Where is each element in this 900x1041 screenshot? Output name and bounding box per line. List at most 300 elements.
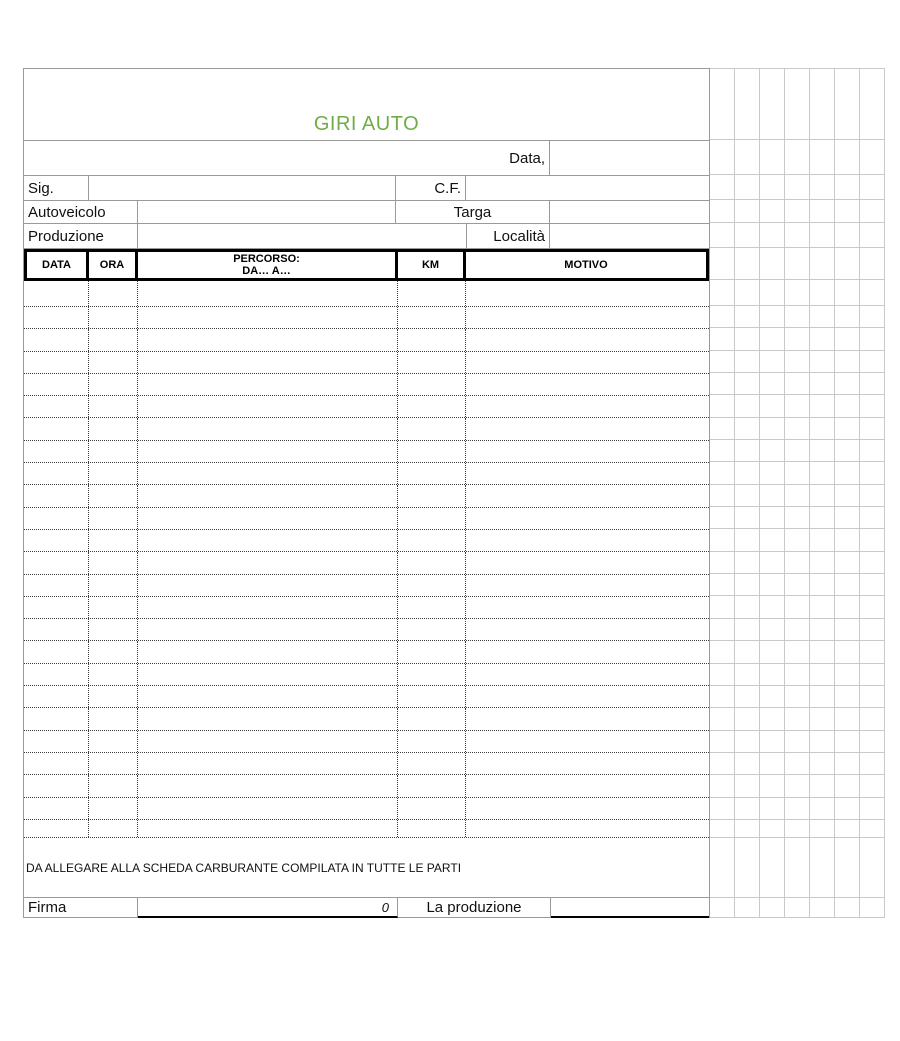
grid-cell[interactable]: [785, 641, 810, 663]
grid-cell[interactable]: [760, 574, 785, 596]
grid-cell[interactable]: [785, 507, 810, 529]
grid-cell[interactable]: [835, 351, 860, 373]
grid-cell[interactable]: [860, 686, 885, 708]
location-value-cell[interactable]: [550, 224, 709, 248]
grid-cell[interactable]: [835, 641, 860, 663]
empty-cell[interactable]: [398, 798, 466, 819]
empty-cell[interactable]: [398, 664, 466, 685]
empty-cell[interactable]: [138, 508, 398, 529]
empty-cell[interactable]: [398, 396, 466, 417]
grid-cell[interactable]: [735, 395, 760, 417]
grid-cell[interactable]: [760, 686, 785, 708]
grid-cell[interactable]: [810, 552, 835, 574]
empty-cell[interactable]: [398, 463, 466, 484]
empty-cell[interactable]: [24, 329, 89, 350]
empty-cell[interactable]: [89, 396, 138, 417]
empty-cell[interactable]: [138, 485, 398, 506]
empty-cell[interactable]: [138, 753, 398, 774]
empty-cell[interactable]: [89, 731, 138, 752]
grid-cell[interactable]: [860, 328, 885, 350]
grid-cell[interactable]: [760, 248, 785, 280]
empty-cell[interactable]: [24, 775, 89, 796]
grid-cell[interactable]: [760, 462, 785, 484]
empty-cell[interactable]: [89, 418, 138, 439]
grid-cell[interactable]: [760, 838, 785, 898]
empty-cell[interactable]: [466, 708, 709, 729]
grid-cell[interactable]: [785, 596, 810, 618]
empty-cell[interactable]: [24, 798, 89, 819]
grid-cell[interactable]: [710, 596, 735, 618]
grid-cell[interactable]: [735, 798, 760, 820]
grid-cell[interactable]: [785, 328, 810, 350]
empty-cell[interactable]: [398, 485, 466, 506]
grid-cell[interactable]: [735, 820, 760, 838]
grid-cell[interactable]: [735, 596, 760, 618]
grid-cell[interactable]: [785, 529, 810, 551]
production-value-cell[interactable]: [138, 224, 467, 248]
grid-cell[interactable]: [760, 351, 785, 373]
grid-cell[interactable]: [835, 898, 860, 918]
grid-cell[interactable]: [760, 418, 785, 440]
grid-cell[interactable]: [835, 820, 860, 838]
empty-cell[interactable]: [466, 374, 709, 395]
grid-cell[interactable]: [785, 708, 810, 730]
grid-cell[interactable]: [810, 641, 835, 663]
grid-cell[interactable]: [735, 898, 760, 918]
grid-cell[interactable]: [860, 708, 885, 730]
empty-cell[interactable]: [466, 552, 709, 573]
grid-cell[interactable]: [760, 820, 785, 838]
grid-cell[interactable]: [860, 223, 885, 248]
grid-cell[interactable]: [860, 395, 885, 417]
empty-cell[interactable]: [466, 530, 709, 551]
grid-cell[interactable]: [835, 753, 860, 775]
empty-cell[interactable]: [398, 307, 466, 328]
grid-cell[interactable]: [785, 552, 810, 574]
empty-cell[interactable]: [24, 597, 89, 618]
grid-cell[interactable]: [735, 753, 760, 775]
empty-cell[interactable]: [24, 731, 89, 752]
grid-cell[interactable]: [785, 140, 810, 175]
empty-cell[interactable]: [466, 775, 709, 796]
grid-cell[interactable]: [710, 68, 735, 140]
empty-cell[interactable]: [466, 418, 709, 439]
grid-cell[interactable]: [735, 351, 760, 373]
grid-cell[interactable]: [835, 596, 860, 618]
empty-cell[interactable]: [466, 686, 709, 707]
empty-cell[interactable]: [138, 530, 398, 551]
grid-cell[interactable]: [835, 200, 860, 223]
grid-cell[interactable]: [785, 462, 810, 484]
empty-cell[interactable]: [398, 329, 466, 350]
grid-cell[interactable]: [760, 306, 785, 328]
grid-cell[interactable]: [760, 731, 785, 753]
grid-cell[interactable]: [735, 507, 760, 529]
grid-cell[interactable]: [785, 838, 810, 898]
grid-cell[interactable]: [785, 395, 810, 417]
grid-cell[interactable]: [760, 373, 785, 395]
grid-cell[interactable]: [835, 328, 860, 350]
empty-cell[interactable]: [398, 352, 466, 373]
grid-cell[interactable]: [710, 395, 735, 417]
grid-cell[interactable]: [710, 328, 735, 350]
grid-cell[interactable]: [760, 641, 785, 663]
grid-cell[interactable]: [710, 574, 735, 596]
empty-cell[interactable]: [89, 619, 138, 640]
grid-cell[interactable]: [810, 280, 835, 306]
empty-cell[interactable]: [89, 374, 138, 395]
grid-cell[interactable]: [810, 248, 835, 280]
grid-cell[interactable]: [810, 418, 835, 440]
grid-cell[interactable]: [785, 619, 810, 641]
grid-cell[interactable]: [735, 552, 760, 574]
grid-cell[interactable]: [810, 485, 835, 507]
empty-cell[interactable]: [24, 575, 89, 596]
grid-cell[interactable]: [710, 440, 735, 462]
grid-cell[interactable]: [810, 328, 835, 350]
empty-cell[interactable]: [398, 441, 466, 462]
empty-cell[interactable]: [398, 731, 466, 752]
grid-cell[interactable]: [760, 440, 785, 462]
empty-cell[interactable]: [24, 708, 89, 729]
empty-cell[interactable]: [138, 798, 398, 819]
grid-cell[interactable]: [735, 686, 760, 708]
grid-cell[interactable]: [835, 280, 860, 306]
grid-cell[interactable]: [810, 596, 835, 618]
grid-cell[interactable]: [760, 328, 785, 350]
empty-cell[interactable]: [89, 775, 138, 796]
grid-cell[interactable]: [785, 306, 810, 328]
grid-cell[interactable]: [785, 280, 810, 306]
empty-cell[interactable]: [24, 352, 89, 373]
empty-cell[interactable]: [24, 374, 89, 395]
empty-cell[interactable]: [24, 441, 89, 462]
grid-cell[interactable]: [810, 306, 835, 328]
empty-cell[interactable]: [466, 329, 709, 350]
empty-cell[interactable]: [89, 441, 138, 462]
empty-cell[interactable]: [466, 575, 709, 596]
grid-cell[interactable]: [860, 820, 885, 838]
empty-cell[interactable]: [398, 530, 466, 551]
grid-cell[interactable]: [710, 462, 735, 484]
grid-cell[interactable]: [710, 619, 735, 641]
grid-cell[interactable]: [835, 306, 860, 328]
grid-cell[interactable]: [710, 507, 735, 529]
grid-cell[interactable]: [860, 775, 885, 797]
grid-cell[interactable]: [835, 373, 860, 395]
empty-cell[interactable]: [89, 463, 138, 484]
grid-cell[interactable]: [785, 664, 810, 686]
grid-cell[interactable]: [710, 731, 735, 753]
empty-cell[interactable]: [89, 352, 138, 373]
empty-cell[interactable]: [24, 396, 89, 417]
grid-cell[interactable]: [860, 306, 885, 328]
grid-cell[interactable]: [785, 753, 810, 775]
grid-cell[interactable]: [760, 753, 785, 775]
empty-cell[interactable]: [89, 281, 138, 306]
grid-cell[interactable]: [760, 619, 785, 641]
grid-cell[interactable]: [760, 552, 785, 574]
empty-cell[interactable]: [138, 418, 398, 439]
grid-cell[interactable]: [760, 596, 785, 618]
grid-cell[interactable]: [785, 248, 810, 280]
grid-cell[interactable]: [785, 223, 810, 248]
empty-cell[interactable]: [138, 552, 398, 573]
grid-cell[interactable]: [810, 686, 835, 708]
empty-cell[interactable]: [466, 307, 709, 328]
grid-cell[interactable]: [860, 552, 885, 574]
empty-cell[interactable]: [24, 307, 89, 328]
empty-cell[interactable]: [466, 463, 709, 484]
empty-cell[interactable]: [466, 731, 709, 752]
grid-cell[interactable]: [735, 462, 760, 484]
empty-cell[interactable]: [138, 575, 398, 596]
grid-cell[interactable]: [710, 820, 735, 838]
grid-cell[interactable]: [710, 641, 735, 663]
grid-cell[interactable]: [785, 175, 810, 200]
grid-cell[interactable]: [760, 507, 785, 529]
empty-cell[interactable]: [138, 441, 398, 462]
grid-cell[interactable]: [860, 507, 885, 529]
empty-cell[interactable]: [398, 374, 466, 395]
grid-cell[interactable]: [860, 596, 885, 618]
grid-cell[interactable]: [735, 838, 760, 898]
grid-cell[interactable]: [835, 68, 860, 140]
grid-cell[interactable]: [760, 529, 785, 551]
empty-cell[interactable]: [138, 329, 398, 350]
empty-cell[interactable]: [466, 820, 709, 837]
grid-cell[interactable]: [810, 619, 835, 641]
grid-cell[interactable]: [860, 351, 885, 373]
grid-cell[interactable]: [860, 664, 885, 686]
grid-cell[interactable]: [710, 306, 735, 328]
grid-cell[interactable]: [785, 775, 810, 797]
grid-cell[interactable]: [735, 574, 760, 596]
empty-cell[interactable]: [398, 775, 466, 796]
empty-cell[interactable]: [24, 552, 89, 573]
empty-cell[interactable]: [24, 753, 89, 774]
empty-cell[interactable]: [89, 329, 138, 350]
grid-cell[interactable]: [785, 898, 810, 918]
grid-cell[interactable]: [810, 664, 835, 686]
grid-cell[interactable]: [785, 418, 810, 440]
empty-cell[interactable]: [89, 307, 138, 328]
cf-value-cell[interactable]: [466, 176, 709, 200]
empty-cell[interactable]: [138, 775, 398, 796]
grid-cell[interactable]: [710, 280, 735, 306]
empty-cell[interactable]: [138, 281, 398, 306]
grid-cell[interactable]: [710, 686, 735, 708]
grid-cell[interactable]: [710, 373, 735, 395]
grid-cell[interactable]: [710, 708, 735, 730]
empty-cell[interactable]: [89, 508, 138, 529]
grid-cell[interactable]: [810, 529, 835, 551]
empty-cell[interactable]: [24, 619, 89, 640]
grid-cell[interactable]: [785, 440, 810, 462]
grid-cell[interactable]: [835, 619, 860, 641]
grid-cell[interactable]: [760, 485, 785, 507]
grid-cell[interactable]: [735, 175, 760, 200]
grid-cell[interactable]: [810, 507, 835, 529]
empty-cell[interactable]: [89, 753, 138, 774]
grid-cell[interactable]: [735, 248, 760, 280]
empty-cell[interactable]: [466, 798, 709, 819]
grid-cell[interactable]: [860, 440, 885, 462]
grid-cell[interactable]: [860, 731, 885, 753]
empty-cell[interactable]: [398, 575, 466, 596]
grid-cell[interactable]: [710, 485, 735, 507]
grid-cell[interactable]: [835, 507, 860, 529]
grid-cell[interactable]: [735, 731, 760, 753]
empty-cell[interactable]: [138, 374, 398, 395]
grid-cell[interactable]: [860, 248, 885, 280]
empty-cell[interactable]: [24, 530, 89, 551]
empty-cell[interactable]: [89, 820, 138, 837]
grid-cell[interactable]: [860, 838, 885, 898]
grid-cell[interactable]: [710, 175, 735, 200]
grid-cell[interactable]: [710, 223, 735, 248]
grid-cell[interactable]: [810, 753, 835, 775]
empty-cell[interactable]: [24, 281, 89, 306]
grid-cell[interactable]: [760, 175, 785, 200]
grid-cell[interactable]: [735, 619, 760, 641]
empty-cell[interactable]: [138, 641, 398, 662]
grid-cell[interactable]: [785, 820, 810, 838]
grid-cell[interactable]: [735, 223, 760, 248]
grid-cell[interactable]: [860, 280, 885, 306]
empty-cell[interactable]: [398, 597, 466, 618]
empty-cell[interactable]: [466, 597, 709, 618]
sig-value-cell[interactable]: [89, 176, 396, 200]
grid-cell[interactable]: [835, 248, 860, 280]
grid-cell[interactable]: [810, 68, 835, 140]
grid-cell[interactable]: [735, 200, 760, 223]
empty-cell[interactable]: [138, 352, 398, 373]
empty-cell[interactable]: [89, 664, 138, 685]
grid-cell[interactable]: [760, 664, 785, 686]
empty-cell[interactable]: [89, 798, 138, 819]
empty-cell[interactable]: [398, 552, 466, 573]
empty-cell[interactable]: [24, 686, 89, 707]
grid-cell[interactable]: [785, 798, 810, 820]
empty-cell[interactable]: [398, 508, 466, 529]
grid-cell[interactable]: [760, 140, 785, 175]
empty-cell[interactable]: [89, 708, 138, 729]
vehicle-value-cell[interactable]: [138, 201, 396, 223]
grid-cell[interactable]: [785, 686, 810, 708]
empty-cell[interactable]: [466, 441, 709, 462]
empty-cell[interactable]: [466, 508, 709, 529]
empty-cell[interactable]: [24, 664, 89, 685]
grid-cell[interactable]: [835, 574, 860, 596]
empty-cell[interactable]: [89, 485, 138, 506]
grid-cell[interactable]: [785, 731, 810, 753]
grid-cell[interactable]: [810, 373, 835, 395]
empty-cell[interactable]: [398, 418, 466, 439]
empty-cell[interactable]: [24, 508, 89, 529]
signature-field[interactable]: [138, 898, 398, 918]
grid-cell[interactable]: [785, 68, 810, 140]
grid-cell[interactable]: [760, 395, 785, 417]
grid-cell[interactable]: [735, 418, 760, 440]
grid-cell[interactable]: [785, 373, 810, 395]
grid-cell[interactable]: [785, 485, 810, 507]
grid-cell[interactable]: [860, 798, 885, 820]
empty-cell[interactable]: [466, 619, 709, 640]
grid-cell[interactable]: [810, 351, 835, 373]
grid-cell[interactable]: [835, 731, 860, 753]
grid-cell[interactable]: [760, 775, 785, 797]
grid-cell[interactable]: [710, 664, 735, 686]
empty-cell[interactable]: [398, 708, 466, 729]
grid-cell[interactable]: [760, 280, 785, 306]
grid-cell[interactable]: [810, 200, 835, 223]
empty-cell[interactable]: [24, 485, 89, 506]
grid-cell[interactable]: [735, 140, 760, 175]
grid-cell[interactable]: [710, 798, 735, 820]
empty-cell[interactable]: [466, 281, 709, 306]
grid-cell[interactable]: [810, 708, 835, 730]
grid-cell[interactable]: [860, 418, 885, 440]
empty-cell[interactable]: [138, 820, 398, 837]
grid-cell[interactable]: [835, 140, 860, 175]
empty-cell[interactable]: [398, 281, 466, 306]
grid-cell[interactable]: [735, 708, 760, 730]
empty-cell[interactable]: [398, 686, 466, 707]
grid-cell[interactable]: [835, 552, 860, 574]
empty-cell[interactable]: [24, 641, 89, 662]
empty-cell[interactable]: [89, 686, 138, 707]
grid-cell[interactable]: [710, 753, 735, 775]
grid-cell[interactable]: [760, 200, 785, 223]
grid-cell[interactable]: [710, 200, 735, 223]
empty-cell[interactable]: [89, 641, 138, 662]
grid-cell[interactable]: [860, 529, 885, 551]
empty-cell[interactable]: [89, 597, 138, 618]
grid-cell[interactable]: [860, 175, 885, 200]
empty-cell[interactable]: [138, 664, 398, 685]
grid-cell[interactable]: [710, 552, 735, 574]
grid-cell[interactable]: [835, 529, 860, 551]
grid-cell[interactable]: [860, 898, 885, 918]
grid-cell[interactable]: [710, 351, 735, 373]
grid-cell[interactable]: [785, 351, 810, 373]
empty-cell[interactable]: [138, 708, 398, 729]
grid-cell[interactable]: [810, 820, 835, 838]
empty-cell[interactable]: [398, 820, 466, 837]
grid-cell[interactable]: [860, 373, 885, 395]
grid-cell[interactable]: [860, 462, 885, 484]
grid-cell[interactable]: [710, 418, 735, 440]
grid-cell[interactable]: [710, 248, 735, 280]
grid-cell[interactable]: [810, 440, 835, 462]
grid-cell[interactable]: [810, 838, 835, 898]
grid-cell[interactable]: [785, 200, 810, 223]
grid-cell[interactable]: [835, 418, 860, 440]
plate-value-cell[interactable]: [550, 201, 709, 223]
grid-cell[interactable]: [735, 68, 760, 140]
grid-cell[interactable]: [735, 373, 760, 395]
empty-cell[interactable]: [138, 731, 398, 752]
grid-cell[interactable]: [710, 529, 735, 551]
grid-cell[interactable]: [710, 898, 735, 918]
grid-cell[interactable]: [810, 775, 835, 797]
grid-cell[interactable]: [810, 140, 835, 175]
empty-cell[interactable]: [24, 820, 89, 837]
grid-cell[interactable]: [810, 731, 835, 753]
grid-cell[interactable]: [760, 223, 785, 248]
empty-cell[interactable]: [24, 463, 89, 484]
